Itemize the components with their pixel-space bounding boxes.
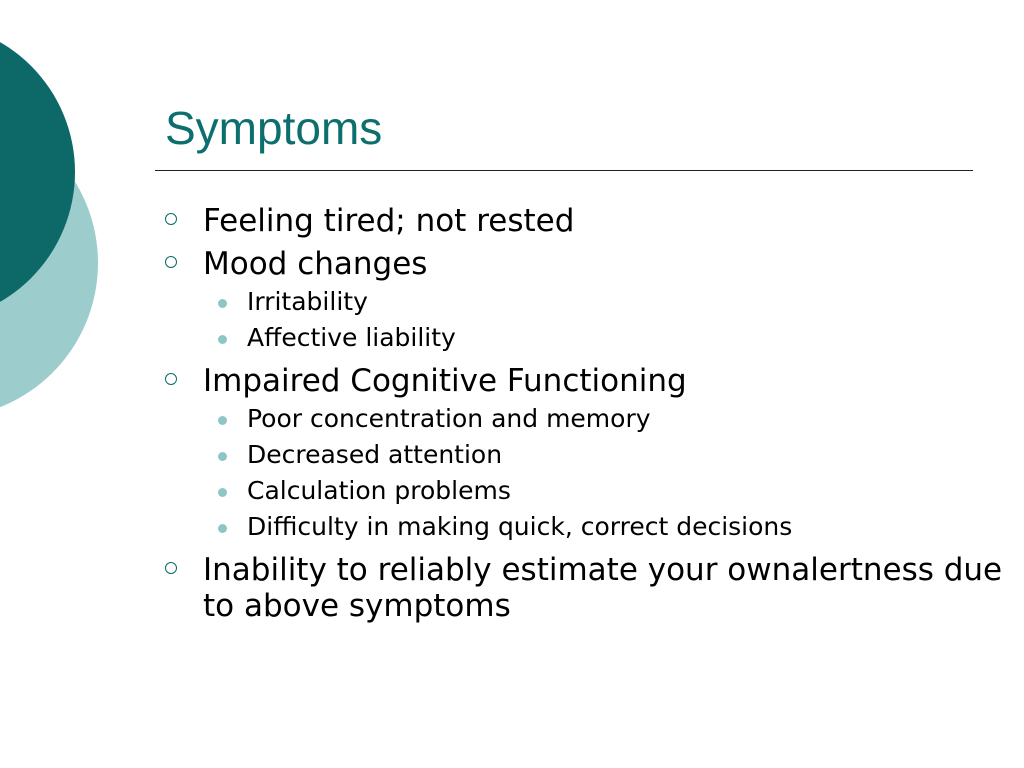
- sub-bullet-item: [163, 401, 1003, 437]
- sub-bullet-text: Difficulty in making quick, correct decisions: [247, 512, 793, 541]
- sub-bullet-text: Decreased attention: [247, 440, 503, 469]
- hollow-circle-icon: [165, 373, 177, 385]
- hollow-circle-icon: [165, 562, 177, 574]
- sub-bullet-text: Calculation problems: [247, 476, 511, 505]
- filled-dot-icon: [218, 335, 227, 344]
- filled-dot-icon: [218, 416, 227, 425]
- bullet-item: [163, 552, 1003, 624]
- filled-dot-icon: [218, 524, 227, 533]
- filled-dot-icon: [218, 452, 227, 461]
- sub-bullet-item: [163, 509, 1003, 545]
- bullet-text: Feeling tired; not rested: [203, 203, 575, 239]
- title-divider: [155, 170, 973, 171]
- bullet-item: [163, 363, 1003, 399]
- sub-bullet-item: [163, 284, 1003, 320]
- bullet-item: [163, 203, 1003, 239]
- bullet-text: Mood changes: [203, 246, 428, 282]
- bullet-text: Inability to reliably estimate your ownalertness due to above symptoms: [203, 552, 1003, 624]
- sub-bullet-list: [163, 284, 1003, 356]
- hollow-circle-icon: [165, 256, 177, 268]
- bullet-list: [163, 203, 1003, 624]
- sub-bullet-text: Irritability: [247, 287, 368, 316]
- sub-bullet-text: Poor concentration and memory: [247, 404, 651, 433]
- hollow-circle-icon: [165, 213, 177, 225]
- filled-dot-icon: [218, 299, 227, 308]
- bullet-text: Impaired Cognitive Functioning: [203, 363, 687, 399]
- bullet-item: [163, 246, 1003, 282]
- slide-title: Symptoms: [165, 102, 383, 154]
- sub-bullet-item: [163, 320, 1003, 356]
- filled-dot-icon: [218, 488, 227, 497]
- sub-bullet-item: [163, 473, 1003, 509]
- sub-bullet-text: Affective liability: [247, 323, 456, 352]
- sub-bullet-list: [163, 401, 1003, 545]
- sub-bullet-item: [163, 437, 1003, 473]
